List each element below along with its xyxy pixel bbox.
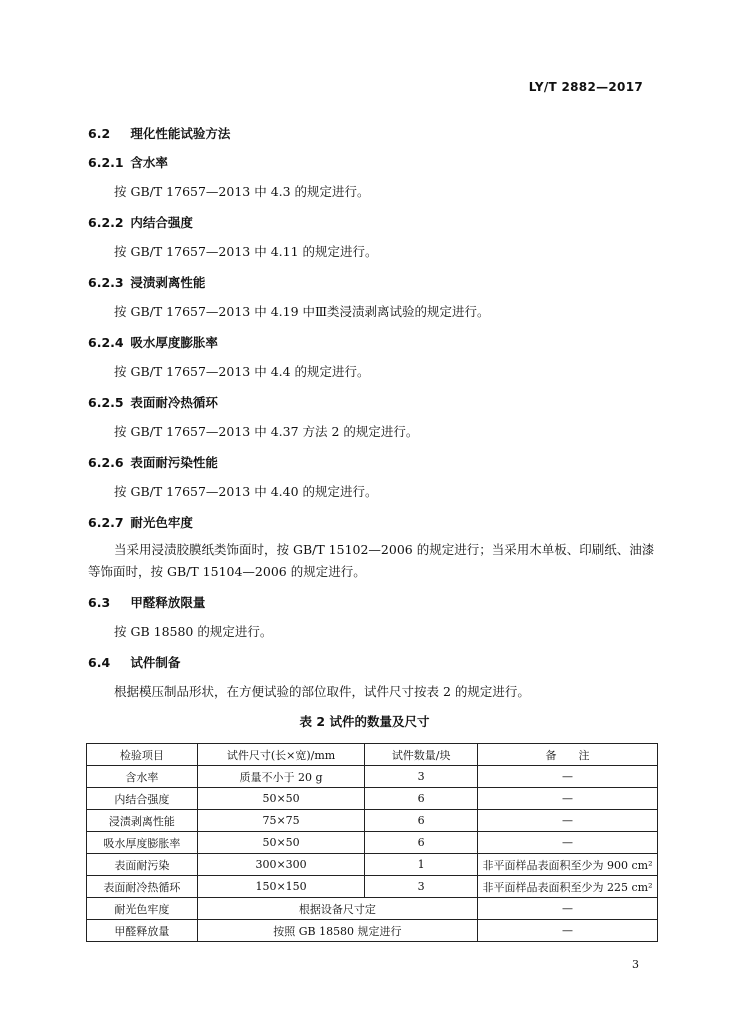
section-6-2-5-heading	[88, 393, 218, 411]
section-number: 6.2.2	[88, 215, 124, 230]
header-cell: 检验项目	[87, 744, 198, 766]
section-title: 内结合强度	[130, 215, 193, 230]
standard-code: LY/T 2882—2017	[528, 80, 643, 94]
table-row	[87, 876, 658, 898]
table-cell: —	[477, 810, 657, 832]
table-cell: 质量不小于 20 g	[197, 766, 365, 788]
section-title: 含水率	[130, 155, 168, 170]
table-cell: 150×150	[197, 876, 365, 898]
header-cell: 试件尺寸(长×宽)/mm	[197, 744, 365, 766]
table-cell: 甲醛释放量	[87, 920, 198, 942]
section-number: 6.2.4	[88, 335, 124, 350]
section-number: 6.2.3	[88, 275, 124, 290]
table-cell: 3	[365, 766, 478, 788]
section-6-2-4-heading	[88, 333, 218, 351]
table-cell: 耐光色牢度	[87, 898, 198, 920]
section-title: 试件制备	[130, 655, 181, 670]
table-cell: 50×50	[197, 832, 365, 854]
table-caption: 表 2 试件的数量及尺寸	[299, 714, 430, 729]
specimen-table	[86, 743, 658, 942]
section-6-3-heading	[88, 593, 205, 611]
section-number: 6.3	[88, 595, 111, 610]
section-6-2-3-text: 按 GB/T 17657—2013 中 4.19 中Ⅲ类浸渍剥离试验的规定进行。	[114, 304, 490, 319]
table-cell: 6	[365, 810, 478, 832]
section-number: 6.2.7	[88, 515, 124, 530]
section-6-4-text: 根据模压制品形状，在方便试验的部位取件，试件尺寸按表 2 的规定进行。	[114, 684, 530, 699]
table-cell-merged: 按照 GB 18580 规定进行	[197, 920, 477, 942]
table-cell: 非平面样品表面积至少为 900 cm²	[477, 854, 657, 876]
table-cell: 6	[365, 788, 478, 810]
table-row	[87, 810, 658, 832]
section-number: 6.2.6	[88, 455, 124, 470]
page-number: 3	[632, 958, 639, 971]
table-row	[87, 788, 658, 810]
table-header-row	[87, 744, 658, 766]
section-number: 6.4	[88, 655, 111, 670]
table-row	[87, 898, 658, 920]
table-row	[87, 920, 658, 942]
table-cell: 3	[365, 876, 478, 898]
table-cell: 300×300	[197, 854, 365, 876]
header-cell: 备 注	[477, 744, 657, 766]
table-cell: 非平面样品表面积至少为 225 cm²	[477, 876, 657, 898]
section-title: 表面耐冷热循环	[130, 395, 218, 410]
table-cell: 含水率	[87, 766, 198, 788]
table-row	[87, 832, 658, 854]
section-title: 理化性能试验方法	[130, 126, 231, 141]
table-cell: —	[477, 920, 657, 942]
section-6-2-2-text: 按 GB/T 17657—2013 中 4.11 的规定进行。	[114, 244, 378, 259]
section-6-4-heading	[88, 653, 180, 671]
section-6-2-3-heading	[88, 273, 205, 291]
section-6-2-2-heading	[88, 213, 193, 231]
section-6-2-7-text: 当采用浸渍胶膜纸类饰面时，按 GB/T 15102—2006 的规定进行；当采用木单板、印刷纸、油漆等饰面时，按 GB/T 15104—2006 的规定进行。	[88, 542, 655, 579]
header-cell: 试件数量/块	[365, 744, 478, 766]
table-cell: 1	[365, 854, 478, 876]
table-cell: 表面耐污染	[87, 854, 198, 876]
section-6-2-6-heading	[88, 453, 218, 471]
table-row	[87, 854, 658, 876]
section-6-2-5-text: 按 GB/T 17657—2013 中 4.37 方法 2 的规定进行。	[114, 424, 419, 439]
section-6-2-6-text: 按 GB/T 17657—2013 中 4.40 的规定进行。	[114, 484, 378, 499]
section-6-2-7-heading	[88, 513, 193, 531]
table-cell: 表面耐冷热循环	[87, 876, 198, 898]
table-cell: —	[477, 766, 657, 788]
table-cell: —	[477, 788, 657, 810]
table-cell: 50×50	[197, 788, 365, 810]
table-cell: 吸水厚度膨胀率	[87, 832, 198, 854]
section-title: 耐光色牢度	[130, 515, 193, 530]
section-title: 表面耐污染性能	[130, 455, 218, 470]
table-cell: 75×75	[197, 810, 365, 832]
section-title: 吸水厚度膨胀率	[130, 335, 218, 350]
table-row	[87, 766, 658, 788]
section-6-2-1-heading	[88, 153, 168, 171]
table-cell: 6	[365, 832, 478, 854]
table-cell: —	[477, 898, 657, 920]
section-6-2-4-text: 按 GB/T 17657—2013 中 4.4 的规定进行。	[114, 364, 370, 379]
section-number: 6.2.1	[88, 155, 124, 170]
table-cell: —	[477, 832, 657, 854]
table-cell-merged: 根据设备尺寸定	[197, 898, 477, 920]
section-6-3-text: 按 GB 18580 的规定进行。	[114, 624, 273, 639]
section-number: 6.2.5	[88, 395, 124, 410]
section-title: 甲醛释放限量	[130, 595, 206, 610]
table-cell: 浸渍剥离性能	[87, 810, 198, 832]
section-6-2-1-text: 按 GB/T 17657—2013 中 4.3 的规定进行。	[114, 184, 370, 199]
section-title: 浸渍剥离性能	[130, 275, 206, 290]
table-cell: 内结合强度	[87, 788, 198, 810]
section-6-2-heading	[88, 124, 230, 142]
section-number: 6.2	[88, 126, 111, 141]
